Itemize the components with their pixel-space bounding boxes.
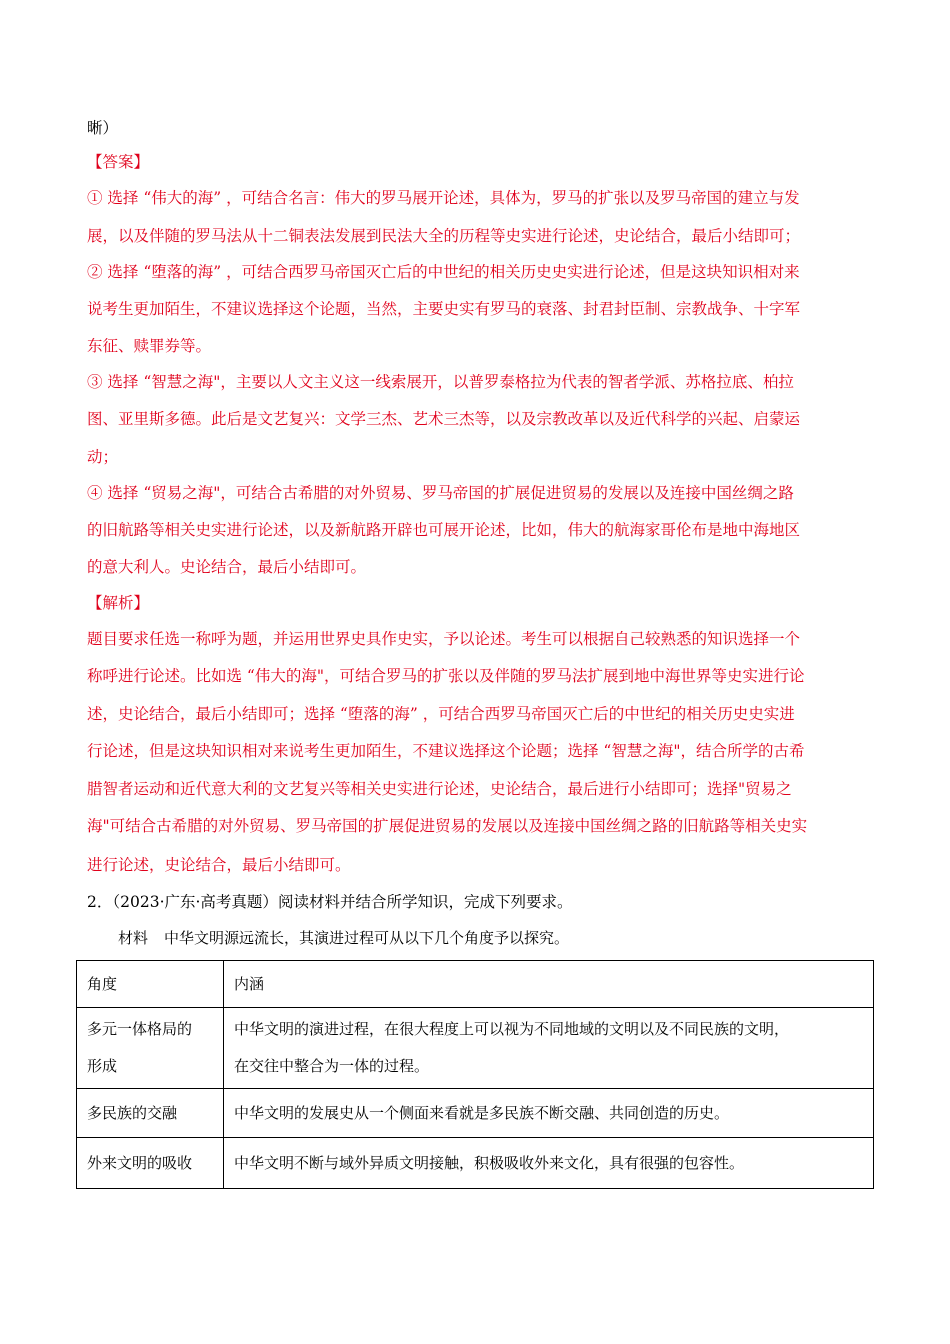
answer-line: 展，以及伴随的罗马法从十二铜表法发展到民法大全的历程等史实进行论述，史论结合，最后小结即可； (87, 227, 801, 245)
analysis-line: 称呼进行论述。比如选 “伟大的海"，可结合罗马的扩张以及伴随的罗马法扩展到地中海世界等史实进行论 (87, 667, 805, 685)
cell-line: 多民族的交融 (87, 1103, 178, 1122)
continuation-text: 晰） (87, 119, 119, 137)
cell-line: 中华文明的发展史从一个侧面来看就是多民族不断交融、共同创造的历史。 (234, 1103, 730, 1122)
answer-heading: 【答案】 (87, 153, 150, 171)
answer-line: ① 选择 “伟大的海” ，可结合名言：伟大的罗马展开论述，具体为，罗马的扩张以及罗马帝国的建立与发 (87, 189, 800, 207)
material-line (118, 928, 569, 948)
table-cell-content (224, 1089, 874, 1138)
answer-line: 的意大利人。史论结合，最后小结即可。 (87, 558, 367, 576)
answer-line: 动； (87, 448, 119, 466)
analysis-heading: 【解析】 (87, 594, 150, 612)
cell-line: 在交往中整合为一体的过程。 (234, 1057, 430, 1075)
table-cell-content (224, 1138, 874, 1189)
analysis-line: 进行论述，史论结合，最后小结即可。 (87, 856, 351, 874)
table-header-row (77, 961, 874, 1008)
answer-line: 说考生更加陌生，不建议选择这个论题，当然，主要史实有罗马的衰落、封君封臣制、宗教战争、十字军 (87, 300, 801, 318)
cell-line: 形成 (87, 1057, 118, 1075)
table-cell-aspect (77, 1138, 224, 1189)
answer-line: ③ 选择 “智慧之海"，主要以人文主义这一线索展开，以普罗泰格拉为代表的智者学派、苏格拉底、柏拉 (87, 373, 794, 391)
answer-line: ④ 选择 “贸易之海"，可结合古希腊的对外贸易、罗马帝国的扩展促进贸易的发展以及连接中国丝绸之路 (87, 484, 794, 502)
material-text: 中华文明源远流长，其演进过程可从以下几个角度予以探究。 (164, 929, 570, 947)
analysis-line: 海"可结合古希腊的对外贸易、罗马帝国的扩展促进贸易的发展以及连接中国丝绸之路的旧航路等相关史实 (87, 817, 808, 835)
cell-line: 中华文明不断与域外异质文明接触，积极吸收外来文化，具有很强的包容性。 (234, 1153, 745, 1172)
aspects-table (76, 960, 874, 1189)
table-row (77, 1089, 874, 1138)
cell-line: 多元一体格局的 (87, 1020, 193, 1038)
answer-line: 的旧航路等相关史实进行论述，以及新航路开辟也可展开论述，比如，伟大的航海家哥伦布是地中海地区 (87, 521, 801, 539)
question-prompt: 阅读材料并结合所学知识，完成下列要求。 (277, 893, 573, 911)
analysis-line: 腊智者运动和近代意大利的文艺复兴等相关史实进行论述，史论结合，最后进行小结即可；选择"贸易之 (87, 780, 792, 798)
table-header-cell: 角度 (77, 961, 224, 1008)
table-header-cell: 内涵 (224, 961, 874, 1008)
question-number: 2． (87, 893, 113, 911)
cell-line: 外来文明的吸收 (87, 1153, 193, 1172)
answer-line: ② 选择 “堕落的海” ，可结合西罗马帝国灭亡后的中世纪的相关历史史实进行论述，但是这块知识相对来 (87, 263, 800, 281)
table-cell-aspect (77, 1008, 224, 1089)
question-source: （2023·广东·高考真题） (112, 893, 278, 911)
question-2-line (87, 892, 572, 912)
answer-line: 东征、赎罪券等。 (87, 337, 212, 355)
table-cell-aspect (77, 1089, 224, 1138)
analysis-line: 题目要求任选一称呼为题，并运用世界史具作史实，予以论述。考生可以根据自己较熟悉的知识选择一个 (87, 630, 801, 648)
material-tag: 材料 (118, 929, 149, 947)
analysis-line: 述，史论结合，最后小结即可；选择 “堕落的海” ，可结合西罗马帝国灭亡后的中世纪的相关历史史实进 (87, 705, 795, 723)
answer-line: 图、亚里斯多德。此后是文艺复兴：文学三杰、艺术三杰等，以及宗教改革以及近代科学的兴起、启蒙运 (87, 410, 801, 428)
table-row (77, 1008, 874, 1089)
analysis-line: 行论述，但是这块知识相对来说考生更加陌生，不建议选择这个论题；选择 “智慧之海"，结合所学的古希 (87, 742, 805, 760)
cell-line: 中华文明的演进过程，在很大程度上可以视为不同地域的文明以及不同民族的文明， (234, 1020, 790, 1038)
table-cell-content (224, 1008, 874, 1089)
table-row (77, 1138, 874, 1189)
